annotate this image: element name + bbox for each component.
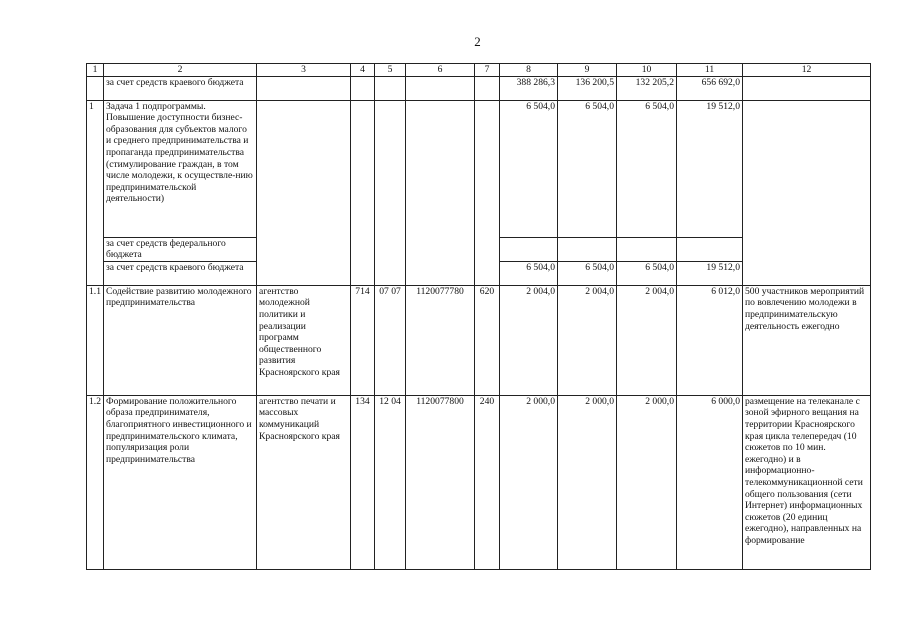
code-cell: 714 [351,285,375,395]
amount-cell: 2 000,0 [500,395,558,569]
table-row [87,285,871,395]
code-cell: 1120077800 [406,395,475,569]
row-number: 1.1 [87,285,104,395]
amount-cell: 6 000,0 [677,395,743,569]
amount-cell: 6 504,0 [617,100,677,237]
funding-label: за счет средств краевого бюджета [104,76,257,100]
code-cell: 134 [351,395,375,569]
header-cell: 10 [617,64,677,77]
header-cell: 7 [475,64,500,77]
page-number: 2 [474,34,481,49]
row-number: 1 [87,100,104,285]
amount-cell: 19 512,0 [677,261,743,285]
header-cell: 6 [406,64,475,77]
header-row [87,64,871,77]
header-cell: 3 [257,64,351,77]
header-cell: 4 [351,64,375,77]
measure-title: Содействие развитию молодежного предпринимательства [104,285,257,395]
amount-cell: 656 692,0 [677,76,743,100]
code-cell: 12 04 [375,395,406,569]
amount-cell: 6 504,0 [558,100,617,237]
amount-cell: 2 004,0 [558,285,617,395]
row-number: 1.2 [87,395,104,569]
header-cell: 9 [558,64,617,77]
code-cell: 1120077780 [406,285,475,395]
agency-cell: агентство печати и массовых коммуникаций Красноярского края [257,395,351,569]
table-row [87,76,871,100]
table-row [87,100,871,237]
result-cell: 500 участников мероприятий по вовлечению молодежи в предпринимательскую деятельность ежегодно [743,285,871,395]
measure-title: Формирование положительного образа предпринимателя, благоприятного инвестиционного и предпринимательского климата, популяризация роли предпринимательства [104,395,257,569]
budget-table [86,63,871,570]
result-cell: размещение на телеканале с зоной эфирного вещания на территории Красноярского края цикла телепередач (10 сюжетов по 10 мин. ежегодно) и в информационно-телекоммуникационной сети общего пользования (сети Интернет) информационных сюжетов (20 единиц ежегодно), направленных на формирование [743,395,871,569]
header-cell: 8 [500,64,558,77]
amount-cell: 6 504,0 [500,261,558,285]
amount-cell: 2 000,0 [617,395,677,569]
funding-label: за счет средств федерального бюджета [104,237,257,261]
amount-cell: 388 286,3 [500,76,558,100]
code-cell: 240 [475,395,500,569]
header-cell: 5 [375,64,406,77]
header-cell: 2 [104,64,257,77]
amount-cell: 6 504,0 [558,261,617,285]
header-cell: 12 [743,64,871,77]
amount-cell: 6 012,0 [677,285,743,395]
agency-cell: агентство молодежной политики и реализации программ общественного развития Красноярского края [257,285,351,395]
amount-cell: 136 200,5 [558,76,617,100]
amount-cell: 2 004,0 [500,285,558,395]
header-cell: 11 [677,64,743,77]
amount-cell: 19 512,0 [677,100,743,237]
amount-cell: 2 000,0 [558,395,617,569]
code-cell: 07 07 [375,285,406,395]
code-cell: 620 [475,285,500,395]
amount-cell: 6 504,0 [500,100,558,237]
task-title: Задача 1 подпрограммы. Повышение доступности бизнес-образования для субъектов малого и среднего предпринимательства и пропаганда предпринимательства (стимулирование граждан, в том числе молодежи, к осуществле-нию предпринимательской деятельности) [104,100,257,237]
amount-cell: 2 004,0 [617,285,677,395]
funding-label: за счет средств краевого бюджета [104,261,257,285]
amount-cell: 132 205,2 [617,76,677,100]
table-row [87,395,871,569]
amount-cell: 6 504,0 [617,261,677,285]
header-cell: 1 [87,64,104,77]
